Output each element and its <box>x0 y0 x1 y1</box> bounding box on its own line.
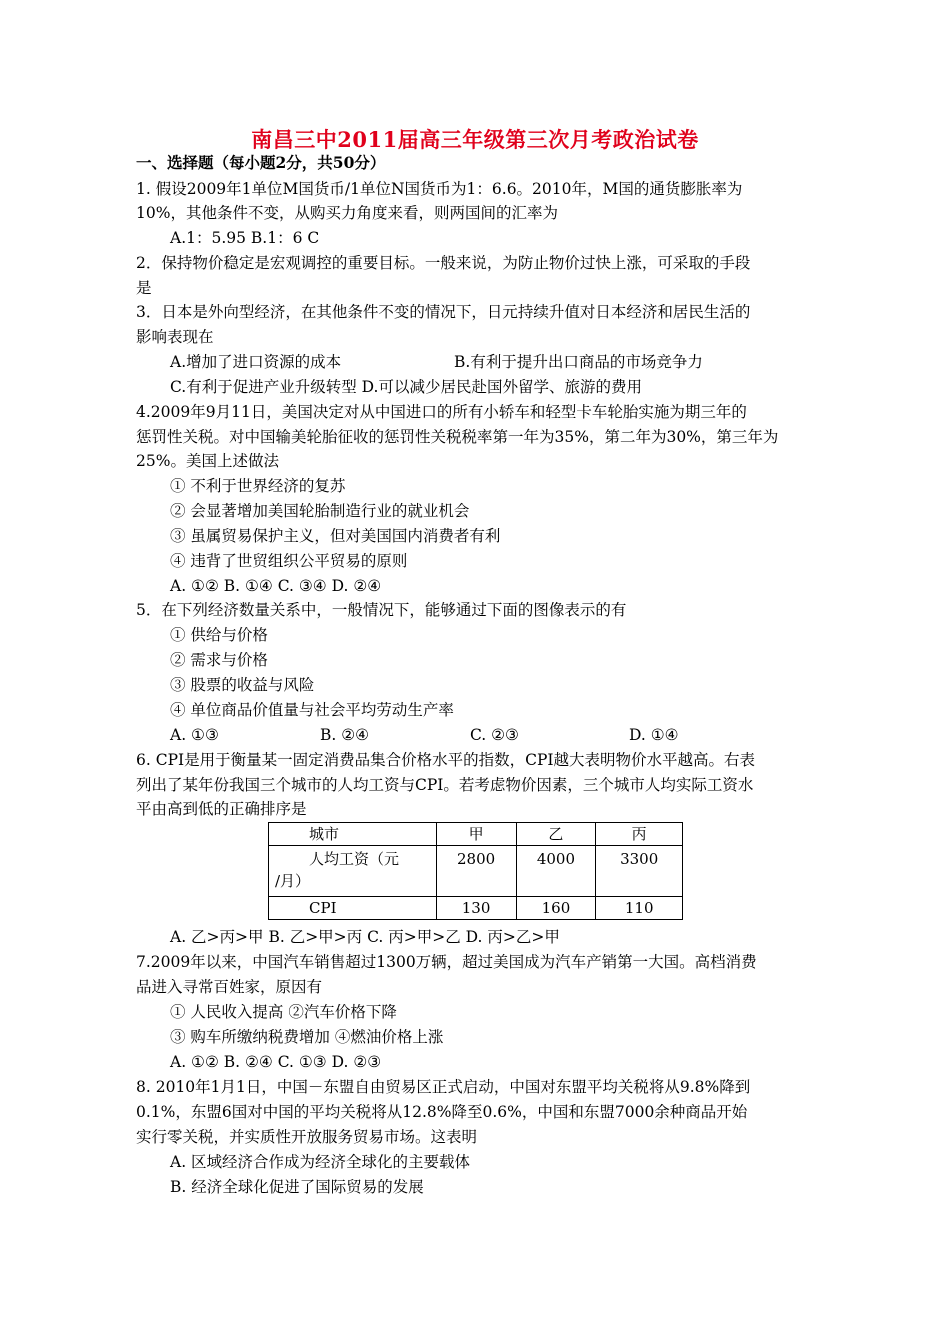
question-4-item-4: ④ 违背了世贸组织公平贸易的原则 <box>170 552 408 570</box>
question-7-line-2: 品进入寻常百姓家，原因有 <box>136 978 323 996</box>
table-cell: 2800 <box>436 846 516 897</box>
question-8-option-b: B. 经济全球化促进了国际贸易的发展 <box>170 1178 424 1196</box>
question-3-option-a: A.增加了进口资源的成本 <box>170 353 342 371</box>
question-5-line-1: 5．在下列经济数量关系中，一般情况下，能够通过下面的图像表示的有 <box>136 601 627 619</box>
table-header-row <box>269 823 683 846</box>
question-5-option-b: B. ②④ <box>320 726 370 744</box>
question-6-line-1: 6. CPI是用于衡量某一固定消费品集合价格水平的指数，CPI越大表明物价水平越高。右表 <box>136 751 756 769</box>
table-cell: 160 <box>516 897 596 920</box>
section-heading: 一、选择题（每小题2分，共50分） <box>136 153 386 172</box>
question-8-line-3: 实行零关税，并实质性开放服务贸易市场。这表明 <box>136 1128 478 1146</box>
question-1-line-1: 1. 假设2009年1单位M国货币/1单位N国货币为1：6.6。2010年，M国的通货膨胀率为 <box>136 180 743 198</box>
question-5-option-a: A. ①③ <box>170 726 219 744</box>
table-row-label-part: /月） <box>275 872 311 890</box>
question-5-item-1: ① 供给与价格 <box>170 626 268 644</box>
table-cell: 130 <box>436 897 516 920</box>
table-header-cell: 乙 <box>516 823 596 846</box>
question-4-line-1: 4.2009年9月11日，美国决定对从中国进口的所有小轿车和轻型卡车轮胎实施为期三年的 <box>136 403 747 421</box>
question-1-options: A.1：5.95 B.1：6 C <box>170 229 320 247</box>
table-header-cell: 城市 <box>269 823 437 846</box>
table-header-cell: 丙 <box>596 823 683 846</box>
table-row <box>269 846 683 897</box>
question-4-line-2: 惩罚性关税。对中国输美轮胎征收的惩罚性关税税率第一年为35%，第二年为30%，第三年为 <box>136 428 779 446</box>
question-8-option-a: A. 区域经济合作成为经济全球化的主要载体 <box>170 1153 471 1171</box>
question-5-item-3: ③ 股票的收益与风险 <box>170 676 315 694</box>
table-row-label <box>269 846 437 897</box>
question-7-items-row-1: ① 人民收入提高 ②汽车价格下降 <box>170 1003 397 1021</box>
question-5-item-4: ④ 单位商品价值量与社会平均劳动生产率 <box>170 701 454 719</box>
question-5-item-2: ② 需求与价格 <box>170 651 268 669</box>
question-8-line-2: 0.1%，东盟6国对中国的平均关税将从12.8%降至0.6%，中国和东盟7000余种商品开始 <box>136 1103 748 1121</box>
question-7-line-1: 7.2009年以来，中国汽车销售超过1300万辆，超过美国成为汽车产销第一大国。高档消费 <box>136 953 757 971</box>
question-1-line-2: 10%，其他条件不变，从购买力角度来看，则两国间的汇率为 <box>136 204 558 222</box>
question-2-line-1: 2．保持物价稳定是宏观调控的重要目标。一般来说，为防止物价过快上涨，可采取的手段 <box>136 254 751 272</box>
question-6-options: A. 乙>丙>甲 B. 乙>甲>丙 C. 丙>甲>乙 D. 丙>乙>甲 <box>170 928 560 946</box>
cpi-table <box>268 822 683 920</box>
question-3-options-cd: C.有利于促进产业升级转型 D.可以减少居民赴国外留学、旅游的费用 <box>170 378 642 396</box>
table-header-cell: 甲 <box>436 823 516 846</box>
table-row <box>269 897 683 920</box>
table-cell: 3300 <box>596 846 683 897</box>
question-3-line-2: 影响表现在 <box>136 328 214 346</box>
question-5-option-d: D. ①④ <box>629 726 679 744</box>
question-5-option-c: C. ②③ <box>470 726 519 744</box>
exam-title: 南昌三中2011届高三年级第三次月考政治试卷 <box>251 127 699 152</box>
table-cell: 4000 <box>516 846 596 897</box>
table-row-label-part: 人均工资（元 <box>309 850 400 868</box>
question-8-line-1: 8. 2010年1月1日，中国－东盟自由贸易区正式启动，中国对东盟平均关税将从9.8%降到 <box>136 1078 751 1096</box>
question-6-line-3: 平由高到低的正确排序是 <box>136 800 307 818</box>
question-7-options: A. ①② B. ②④ C. ①③ D. ②③ <box>170 1053 382 1071</box>
table-row-label: CPI <box>269 897 437 920</box>
question-4-options: A. ①② B. ①④ C. ③④ D. ②④ <box>170 577 382 595</box>
question-4-item-1: ① 不利于世界经济的复苏 <box>170 477 346 495</box>
table-cell: 110 <box>596 897 683 920</box>
question-4-item-3: ③ 虽属贸易保护主义，但对美国国内消费者有利 <box>170 527 501 545</box>
question-3-line-1: 3．日本是外向型经济，在其他条件不变的情况下，日元持续升值对日本经济和居民生活的 <box>136 303 751 321</box>
question-3-option-b: B.有利于提升出口商品的市场竞争力 <box>454 353 703 371</box>
question-6-line-2: 列出了某年份我国三个城市的人均工资与CPI。若考虑物价因素，三个城市人均实际工资水 <box>136 776 754 794</box>
question-2-line-2: 是 <box>136 279 152 297</box>
question-4-line-3: 25%。美国上述做法 <box>136 452 279 470</box>
question-7-items-row-2: ③ 购车所缴纳税费增加 ④燃油价格上涨 <box>170 1028 444 1046</box>
question-4-item-2: ② 会显著增加美国轮胎制造行业的就业机会 <box>170 502 470 520</box>
